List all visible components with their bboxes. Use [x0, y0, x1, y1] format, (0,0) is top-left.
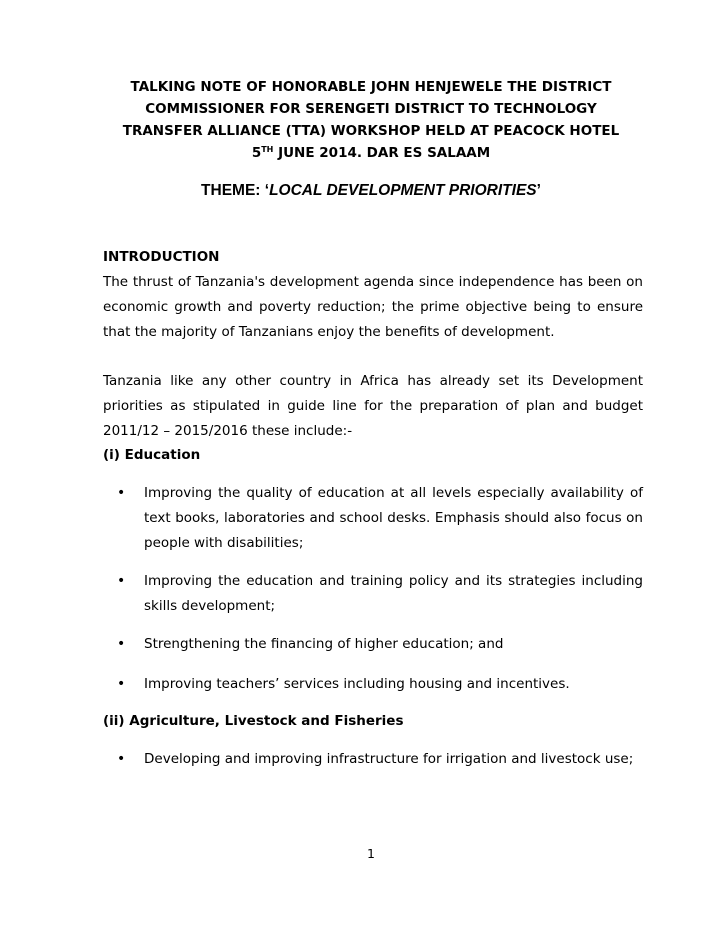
introduction-heading: INTRODUCTION: [103, 249, 220, 265]
bullet-icon: •: [117, 636, 126, 652]
list-item: [117, 481, 643, 556]
list-item-text: Developing and improving infrastructure for irrigation and livestock use;: [144, 751, 634, 767]
list-item: [117, 672, 643, 697]
list-item: [117, 747, 643, 772]
title-day-suffix: TH: [261, 145, 274, 154]
list-item-text: Improving the quality of education at all levels especially availability of text books, laboratories and school desks. Emphasis should also focus on people with disabilities;: [144, 485, 643, 551]
title-date-location: JUNE 2014. DAR ES SALAAM: [273, 145, 491, 161]
theme-label: THEME: ‘: [201, 182, 270, 199]
list-item-text: Strengthening the financing of higher education; and: [144, 636, 504, 652]
agriculture-heading: (ii) Agriculture, Livestock and Fisheries: [103, 713, 404, 729]
education-heading: (i) Education: [103, 447, 201, 463]
title-line: TALKING NOTE OF HONORABLE JOHN HENJEWELE THE DISTRICT: [130, 79, 612, 95]
bullet-icon: •: [117, 751, 126, 767]
priorities-paragraph: Tanzania like any other country in Africa has already set its Development priorities as stipulated in guide line for the preparation of plan and budget 2011/12 – 2015/2016 these include:-: [103, 373, 643, 439]
list-item: [117, 632, 643, 657]
introduction-paragraph: The thrust of Tanzania's development agenda since independence has been on economic growth and poverty reduction; the prime objective being to ensure that the majority of Tanzanians enjoy the benefits of development.: [103, 274, 643, 340]
title-day: 5: [251, 145, 262, 161]
bullet-icon: •: [117, 573, 126, 589]
title-line: TRANSFER ALLIANCE (TTA) WORKSHOP HELD AT PEACOCK HOTEL: [122, 123, 620, 139]
document-title: [96, 76, 646, 164]
list-item-text: Improving the education and training policy and its strategies including skills development;: [144, 573, 643, 614]
list-item-text: Improving teachers’ services including housing and incentives.: [144, 676, 570, 692]
list-item: [117, 569, 643, 619]
bullet-icon: •: [117, 676, 126, 692]
title-line: COMMISSIONER FOR SERENGETI DISTRICT TO TECHNOLOGY: [145, 101, 597, 117]
title-line: [96, 142, 646, 164]
theme-line: [96, 182, 646, 200]
theme-value: LOCAL DEVELOPMENT PRIORITIES: [269, 182, 537, 199]
theme-close-quote: ’: [536, 182, 541, 199]
page-number: 1: [367, 846, 375, 861]
bullet-icon: •: [117, 485, 126, 501]
